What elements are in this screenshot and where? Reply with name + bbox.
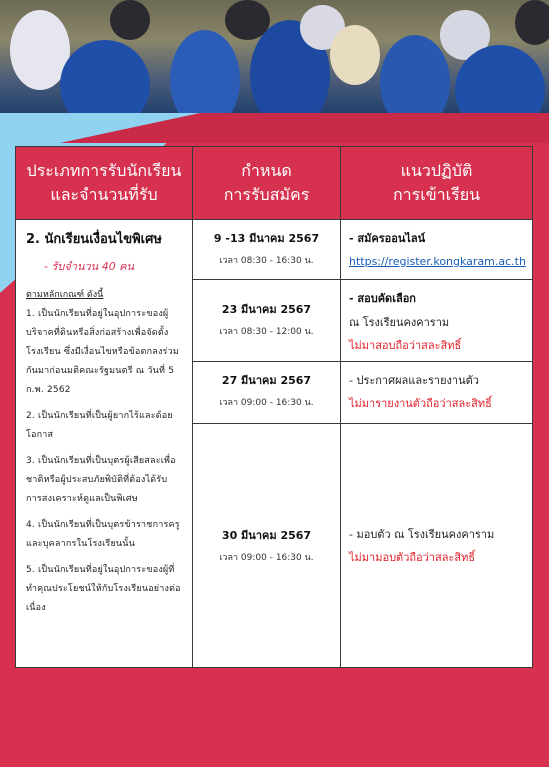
- warning-text: ไม่มารายงานตัวถือว่าสละสิทธิ์: [349, 397, 492, 410]
- admission-schedule-table: [15, 146, 533, 668]
- guideline-cell: [341, 362, 533, 424]
- schedule-time: เวลา 09:00 - 16:30 น.: [219, 553, 314, 563]
- photo-figure: [515, 0, 549, 45]
- criterion-item: 5. เป็นนักเรียนที่อยู่ในอุปการะของผู้ที่ทำคุณประโยชน์ให้กับโรงเรียนอย่างต่อเนื่อง: [26, 565, 181, 613]
- guideline-cell: [341, 424, 533, 668]
- photo-figure: [380, 35, 450, 113]
- header-admission-type: [16, 147, 193, 220]
- criterion-item: 3. เป็นนักเรียนที่เป็นบุตรผู้เสียสละเพื่อชาติหรือผู้ประสบภัยพิบัติที่ต้องได้รับการสงเคราะห์ดูแลเป็นพิเศษ: [26, 456, 176, 504]
- header-line: กำหนด: [241, 161, 292, 180]
- category-title: 2. นักเรียนเงื่อนไขพิเศษ: [26, 232, 162, 247]
- category-cell: [16, 220, 193, 668]
- guideline-cell: [341, 220, 533, 280]
- quota-text: - รับจำนวน 40 คน: [44, 260, 135, 273]
- header-line: การเข้าเรียน: [392, 185, 481, 204]
- photo-figure: [170, 30, 240, 113]
- register-link[interactable]: https://register.kongkaram.ac.th: [349, 255, 526, 268]
- schedule-cell: [193, 362, 341, 424]
- header-line: ประเภทการรับนักเรียน: [26, 161, 182, 180]
- photo-figure: [110, 0, 150, 40]
- header-schedule: [193, 147, 341, 220]
- step-detail: ณ โรงเรียนคงคาราม: [349, 316, 450, 329]
- schedule-date: 30 มีนาคม 2567: [221, 529, 312, 542]
- schedule-date: 9 -13 มีนาคม 2567: [213, 232, 320, 245]
- schedule-time: เวลา 08:30 - 12:00 น.: [219, 327, 314, 337]
- criterion-item: 4. เป็นนักเรียนที่เป็นบุตรข้าราชการครูและบุคลากรในโรงเรียนนั้น: [26, 520, 180, 549]
- warning-text: ไม่มามอบตัวถือว่าสละสิทธิ์: [349, 551, 476, 564]
- criteria-heading: ตามหลักเกณฑ์ ดังนี้: [26, 290, 104, 300]
- photo-figure: [60, 40, 150, 113]
- step-detail: - มอบตัว ณ โรงเรียนคงคาราม: [349, 528, 495, 541]
- header-line: และจำนวนที่รับ: [50, 185, 158, 204]
- guideline-cell: [341, 280, 533, 362]
- schedule-cell: [193, 220, 341, 280]
- schedule-date: 27 มีนาคม 2567: [221, 374, 312, 387]
- criterion-item: 2. เป็นนักเรียนที่เป็นผู้ยากไร้และด้อยโอกาส: [26, 411, 173, 440]
- header-photo: [0, 0, 549, 113]
- photo-figure: [330, 25, 380, 85]
- warning-text: ไม่มาสอบถือว่าสละสิทธิ์: [349, 339, 462, 352]
- header-line: แนวปฏิบัติ: [400, 161, 473, 180]
- schedule-cell: [193, 280, 341, 362]
- schedule-cell: [193, 424, 341, 668]
- schedule-date: 23 มีนาคม 2567: [221, 303, 312, 316]
- schedule-time: เวลา 08:30 - 16:30 น.: [219, 256, 314, 266]
- step-title: - สมัครออนไลน์: [349, 232, 426, 245]
- criterion-item: 1. เป็นนักเรียนที่อยู่ในอุปการะของผู้บริจาคที่ดินหรือสิ่งก่อสร้างเพื่อจัดตั้งโรงเรียน ซึ่งมีเงื่อนไขหรือข้อตกลงร่วมกันมาก่อนมติคณะรัฐมนตรี ณ วันที่ 5 ก.พ. 2562: [26, 309, 179, 395]
- header-guidelines: [341, 147, 533, 220]
- photo-figure: [225, 0, 270, 40]
- step-title: - สอบคัดเลือก: [349, 292, 416, 305]
- step-detail: - ประกาศผลและรายงานตัว: [349, 374, 479, 387]
- schedule-time: เวลา 09:00 - 16:30 น.: [219, 398, 314, 408]
- header-line: การรับสมัคร: [223, 185, 310, 204]
